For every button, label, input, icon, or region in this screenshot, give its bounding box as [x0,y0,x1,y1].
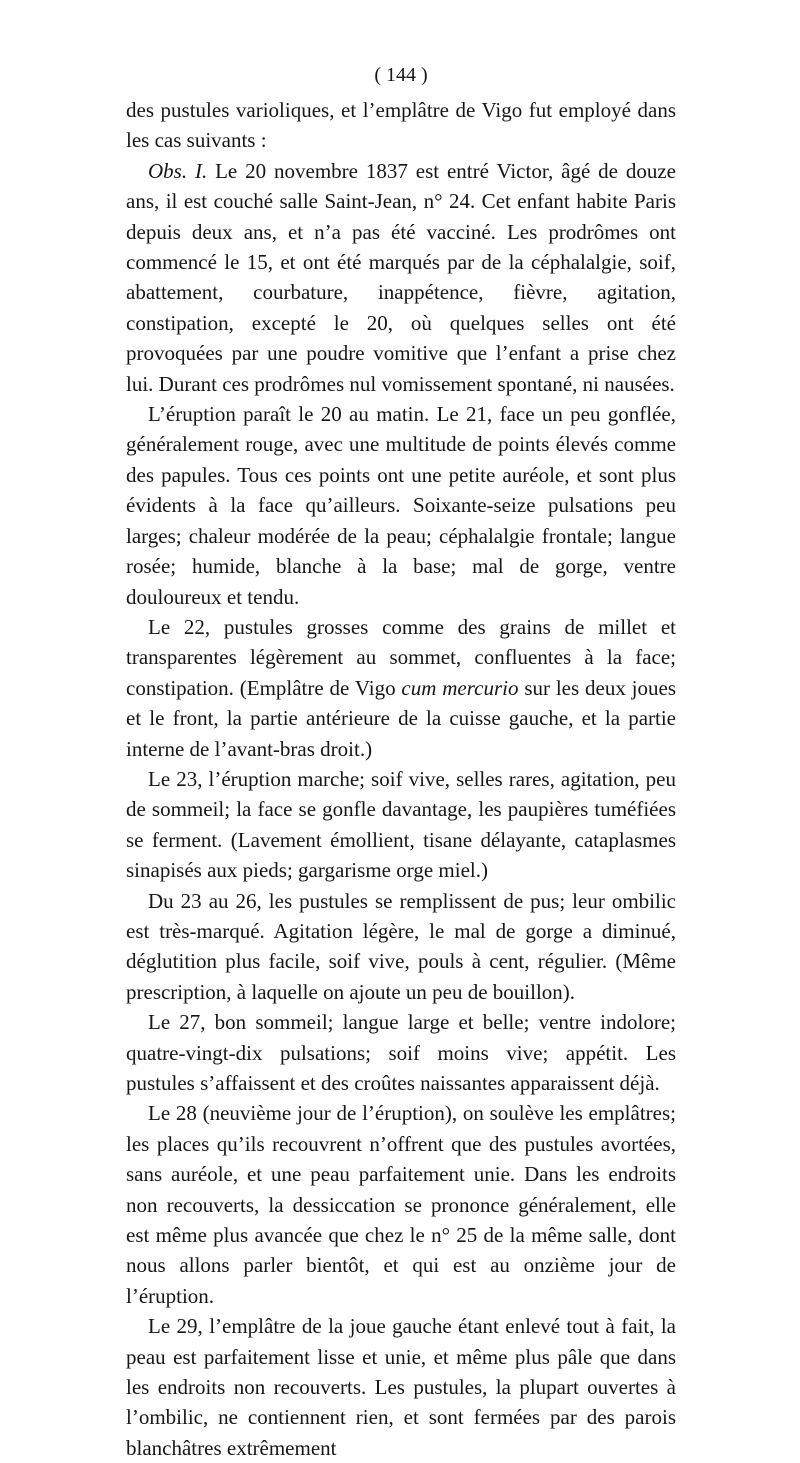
paragraph-eruption [126,399,676,612]
text-segment: Le 28 (neuvième jour de l’éruption), on soulève les emplâtres; les places qu’ils recouvrent n’offrent que des pustules avortées, sans auréole, et une peau parfaitement unie. Dans les endroits non recouverts, la dessiccation se prononce généralement, elle est même plus avancée que chez le n° 25 de la même salle, dont nous allons parler bientôt, et qui est au onzième jour de l’éruption. [126,1101,676,1308]
paragraph-day-22 [126,612,676,764]
paragraph-observation-intro [126,156,676,399]
text-segment: Le 22, pustules grosses comme des grains de millet et transparentes légèrement au sommet, confluentes à la face; constipation. (Emplâtre de Vigo [126,614,676,700]
text-segment: Le 27, bon sommeil; langue large et belle; ventre indolore; quatre-vingt-dix pulsations; soif moins vive; appétit. Les pustules s’affaissent et des croûtes naissantes apparaissent déjà. [126,1010,676,1095]
text-segment: Le 20 novembre 1837 est entré Victor, âgé de douze ans, il est couché salle Saint-Jean, n° 24. Cet enfant habite Paris depuis deux ans, et n’a pas été vacciné. Les prodrômes ont commencé le 15, et ont été marqués par de la céphalalgie, soif, abattement, courbature, inappétence, fièvre, agitation, constipation, excepté le 20, où quelques selles ont été provoquées par une poudre vomitive que l’enfant a prise chez lui. Durant ces prodrômes nul vomissement spontané, ni nausées. [126,158,676,396]
paragraph-day-28 [126,1098,676,1311]
text-segment: L’éruption paraît le 20 au matin. Le 21, face un peu gonflée, généralement rouge, avec une multitude de points élevés comme des papules. Tous ces points ont une petite auréole, et sont plus évidents à la face qu’ailleurs. Soixante-seize pulsations peu larges; chaleur modérée de la peau; céphalalgie frontale; langue rosée; humide, blanche à la base; mal de gorge, ventre douloureux et tendu. [126,402,676,609]
paragraph-day-27 [126,1007,676,1098]
text-segment: Le 23, l’éruption marche; soif vive, selles rares, agitation, peu de sommeil; la face se gonfle davantage, les paupières tuméfiées se ferment. (Lavement émollient, tisane délayante, cataplasmes sinapisés aux pieds; gargarisme orge miel.) [126,766,676,883]
page-number: ( 144 ) [374,64,428,86]
text-segment: des pustules varioliques, et l’emplâtre de Vigo fut employé dans les cas suivants : [126,98,676,153]
text-segment: Le 29, l’emplâtre de la joue gauche étant enlevé tout à fait, la peau est parfaitement lisse et unie, et même plus pâle que dans les endroits non recouverts. Les pustules, la plupart ouvertes à l’ombilic, ne contiennent rien, et sont fermées par des parois blanchâtres extrêmement [126,1314,676,1460]
paragraph-day-29 [126,1311,676,1463]
text-segment: Du 23 au 26, les pustules se remplissent de pus; leur ombilic est très-marqué. Agitation légère, le mal de gorge a diminué, déglutition plus facile, soif vive, pouls à cent, régulier. (Même prescription, à laquelle on ajoute un peu de bouillon). [126,888,676,1004]
paragraph-days-23-26 [126,886,676,1008]
paragraph-day-23 [126,764,676,886]
observation-label: Obs. I. [148,158,208,183]
paragraph-continuation [126,95,676,156]
text-segment: sur les deux joues et le front, la partie antérieure de la cuisse gauche, et la partie interne de l’avant-bras droit.) [126,675,676,761]
latin-term: cum mercurio [401,675,519,700]
